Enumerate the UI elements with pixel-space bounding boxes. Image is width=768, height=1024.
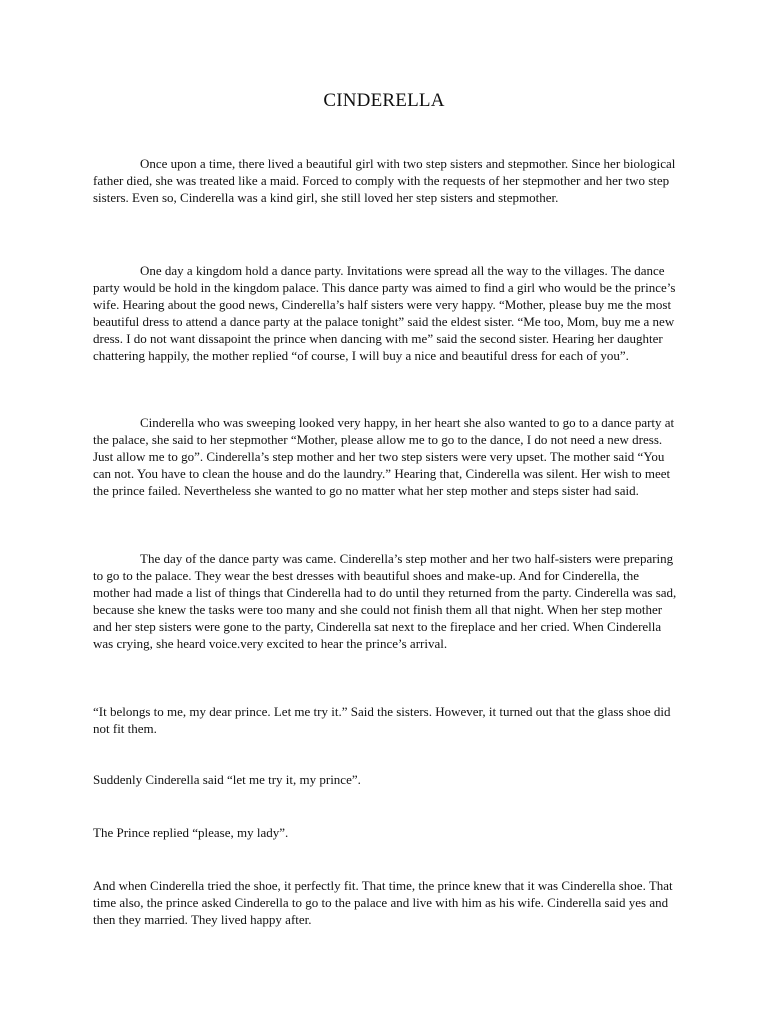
- paragraph-4: The day of the dance party was came. Cinderella’s step mother and her two half-sisters were preparing to go to the palace. They wear the best dresses with beautiful shoes and make-up. And for Cinderella, the mother had made a list of things that Cinderella had to do until they returned from the party. Cinderella was sad, because she knew the tasks were too many and she could not finish them all that night. When her step mother and her step sisters were gone to the party, Cinderella sat next to the fireplace and her cried. When Cinderella was crying, she heard voice.very excited to hear the prince’s arrival.: [93, 551, 677, 651]
- paragraph-2: One day a kingdom hold a dance party. Invitations were spread all the way to the villages. The dance party would be hold in the kingdom palace. This dance party was aimed to find a girl who would be the prince’s wife. Hearing about the good news, Cinderella’s half sisters were very happy. “Mother, please buy me the most beautiful dress to attend a dance party at the palace tonight” said the eldest sister. “Me too, Mom, buy me a new dress. I do not want dissapoint the prince when dancing with me” said the second sister. Hearing her daughter chattering happily, the mother replied “of course, I will buy a nice and beautiful dress for each of you”.: [93, 263, 676, 363]
- paragraph-1: Once upon a time, there lived a beautiful girl with two step sisters and stepmother. Since her biological father died, she was treated like a maid. Forced to comply with the requests of her stepmother and her two step sisters. Even so, Cinderella was a kind girl, she still loved her step sisters and stepmother.: [93, 156, 676, 205]
- paragraph-6: Suddenly Cinderella said “let me try it, my prince”.: [93, 772, 361, 787]
- paragraph-5: “It belongs to me, my dear prince. Let me try it.” Said the sisters. However, it turned out that the glass shoe did not fit them.: [93, 704, 671, 736]
- document-title: CINDERELLA: [323, 90, 445, 111]
- paragraph-7: The Prince replied “please, my lady”.: [93, 825, 289, 840]
- paragraph-3: Cinderella who was sweeping looked very happy, in her heart she also wanted to go to a dance party at the palace, she said to her stepmother “Mother, please allow me to go to the dance, I do not need a new dress. Just allow me to go”. Cinderella’s step mother and her two step sisters were very upset. The mother said “You can not. You have to clean the house and do the laundry.” Hearing that, Cinderella was silent. Her wish to meet the prince failed. Nevertheless she wanted to go no matter what her step mother and steps sister had said.: [93, 415, 675, 498]
- paragraph-8: And when Cinderella tried the shoe, it perfectly fit. That time, the prince knew that it was Cinderella shoe. That time also, the prince asked Cinderella to go to the palace and live with him as his wife. Cinderella said yes and then they married. They lived happy after.: [93, 878, 673, 927]
